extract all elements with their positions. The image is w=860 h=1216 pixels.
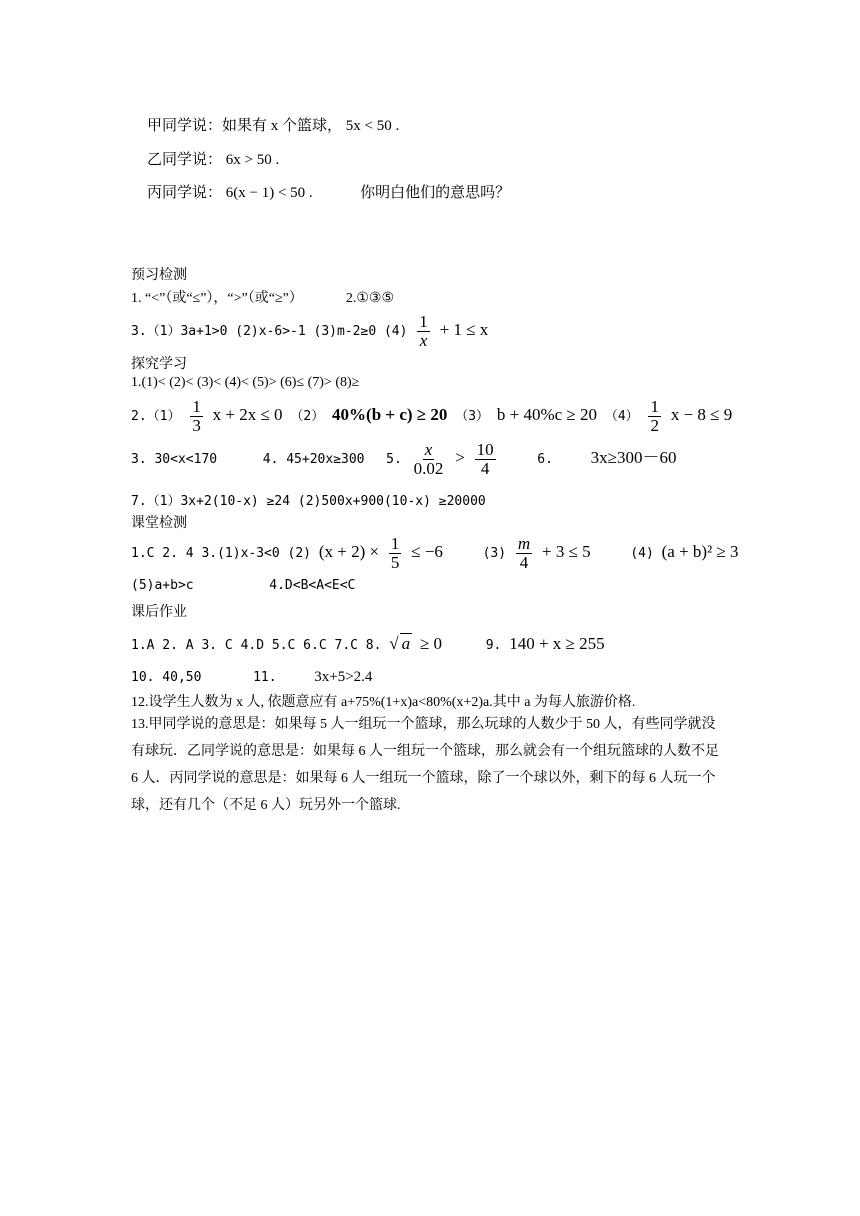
preview-q3-suffix: + 1 ≤ x (439, 319, 489, 339)
preview-q2: 2.①③⑤ (345, 291, 395, 306)
explore-q2-b-expr: 40%(b + c) ≥ 20 (332, 404, 448, 424)
explore-q2-a-rest: x + 2x ≤ 0 (212, 404, 283, 424)
homework-heading: 课后作业 (131, 605, 187, 620)
fraction-denominator: x (419, 330, 428, 350)
explore-q2-d-fraction (648, 398, 661, 435)
explore-q2-a-label: 2.（1） (131, 408, 181, 424)
homework-q12: 12.设学生人数为 x 人, 依题意应有 a+75%(1+x)a<80%(x+2)a.其中 a 为每人旅游价格. (131, 695, 636, 710)
explore-q2-a-fraction (190, 398, 203, 435)
preview-q3-fraction (417, 313, 430, 350)
homework-line2 (131, 669, 372, 686)
homework-q8-post: ≥ 0 (419, 634, 443, 653)
preview-q1-q2 (131, 287, 394, 307)
intro-jia: 甲同学说：如果有 x 个篮球， 5x < 50 . (147, 118, 400, 134)
fraction-numerator: 1 (192, 397, 201, 416)
explore-q2-d-rest: x − 8 ≤ 9 (670, 404, 733, 424)
explore-q5-label: 5. (386, 451, 402, 467)
classcheck-q3-5: (5)a+b>c (131, 578, 194, 593)
intro-question: 你明白他们的意思吗？ (360, 185, 511, 201)
preview-q1: 1. “<”（或“≤”），“>”（或“≥”） (131, 291, 303, 306)
homework-line1 (131, 633, 605, 654)
homework-q8-sqrt: √ a (389, 634, 411, 653)
fraction-denominator: 4 (480, 458, 490, 478)
intro-yi: 乙同学说： 6x > 50 . (147, 152, 280, 168)
classcheck-q3-4-label: (4) (630, 545, 654, 561)
fraction-denominator: 4 (519, 552, 529, 572)
homework-q13: 13.甲同学说的意思是：如果每 5 人一组玩一个篮球，那么玩球的人数少于 50 人，有些同学就没有球玩．乙同学说的意思是：如果每 6 人一组玩一个篮球，那么就会有一个组玩篮球的人数不足 6 人．丙同学说的意思是：如果每 6 人一组玩一个篮球，除了一个球以外，剩下的每 6 人玩一个球，还有几个（不足 6 人）玩另外一个篮球. (131, 717, 719, 813)
explore-q2-b-label: （2） (290, 408, 325, 424)
explore-q2-c-expr: b + 40%c ≥ 20 (496, 404, 597, 424)
fraction-denominator: 5 (390, 552, 400, 572)
classcheck-q3-3-fraction (516, 535, 532, 572)
classcheck-q1to3: 1.C 2. 4 3.(1)x-3<0 (2) (131, 545, 312, 561)
classcheck-q3-2-pre: (x + 2) × (318, 541, 380, 561)
explore-q5-fraction-1 (412, 441, 446, 478)
fraction-denominator: 2 (650, 415, 659, 435)
fraction-numerator: m (517, 534, 531, 553)
fraction-numerator: 1 (419, 312, 428, 331)
preview-heading: 预习检测 (131, 268, 187, 283)
preview-q3 (131, 313, 488, 350)
explore-q7: 7.（1）3x+2(10-x) ≥24 (2)500x+900(10-x) ≥20000 (131, 494, 486, 509)
explore-q3-q6 (131, 441, 676, 478)
classcheck-q3-2-post: ≤ −6 (411, 541, 443, 561)
fraction-denominator: 3 (192, 415, 201, 435)
fraction-denominator: 0.02 (413, 458, 444, 478)
explore-q1: 1.(1)< (2)< (3)< (4)< (5)> (6)≤ (7)> (8)≥ (131, 375, 360, 390)
classcheck-q3-3-post: + 3 ≤ 5 (542, 541, 591, 561)
classcheck-q4: 4.D<B<A<E<C (269, 578, 356, 593)
explore-q5-fraction-2 (475, 441, 496, 478)
homework-q9-expr: 140 + x ≥ 255 (509, 634, 605, 653)
classcheck-line1 (131, 535, 739, 572)
classcheck-q3-4-expr: (a + b)² ≥ 3 (661, 541, 739, 561)
explore-q4: 4. 45+20x≥300 (262, 451, 365, 467)
homework-q11-label: 11. (253, 670, 277, 685)
explore-q6-label: 6. (537, 451, 553, 467)
intro-bing-text: 丙同学说： 6(x − 1) < 50 . (147, 185, 313, 201)
classcheck-q3-2-fraction (389, 535, 402, 572)
homework-q10: 10. 40,50 (131, 670, 202, 685)
preview-q3-prefix: 3.（1）3a+1>0 (2)x-6>-1 (3)m-2≥0 (4) (131, 323, 408, 339)
fraction-numerator: x (424, 440, 433, 459)
fraction-numerator: 1 (650, 397, 659, 416)
homework-q9-label: 9. (485, 638, 502, 653)
classcheck-heading: 课堂检测 (131, 516, 187, 531)
classcheck-line2 (131, 578, 355, 593)
explore-q3: 3. 30<x<170 (131, 451, 218, 467)
explore-heading: 探究学习 (131, 357, 187, 372)
homework-q8-radicand: a (401, 634, 411, 653)
explore-q2-d-label: （4） (604, 408, 639, 424)
fraction-numerator: 10 (476, 440, 494, 459)
homework-q11-expr: 3x+5>2.4 (314, 669, 373, 685)
homework-answers: 1.A 2. A 3. C 4.D 5.C 6.C 7.C 8. (131, 638, 382, 653)
explore-q2 (131, 398, 732, 435)
explore-q6-expr: 3x≥300－60 (590, 447, 677, 467)
fraction-numerator: 1 (390, 534, 400, 553)
intro-bing (147, 181, 510, 202)
explore-q2-c-label: （3） (455, 408, 490, 424)
classcheck-q3-3-label: (3) (482, 545, 507, 561)
explore-q5-gt: > (455, 447, 465, 467)
